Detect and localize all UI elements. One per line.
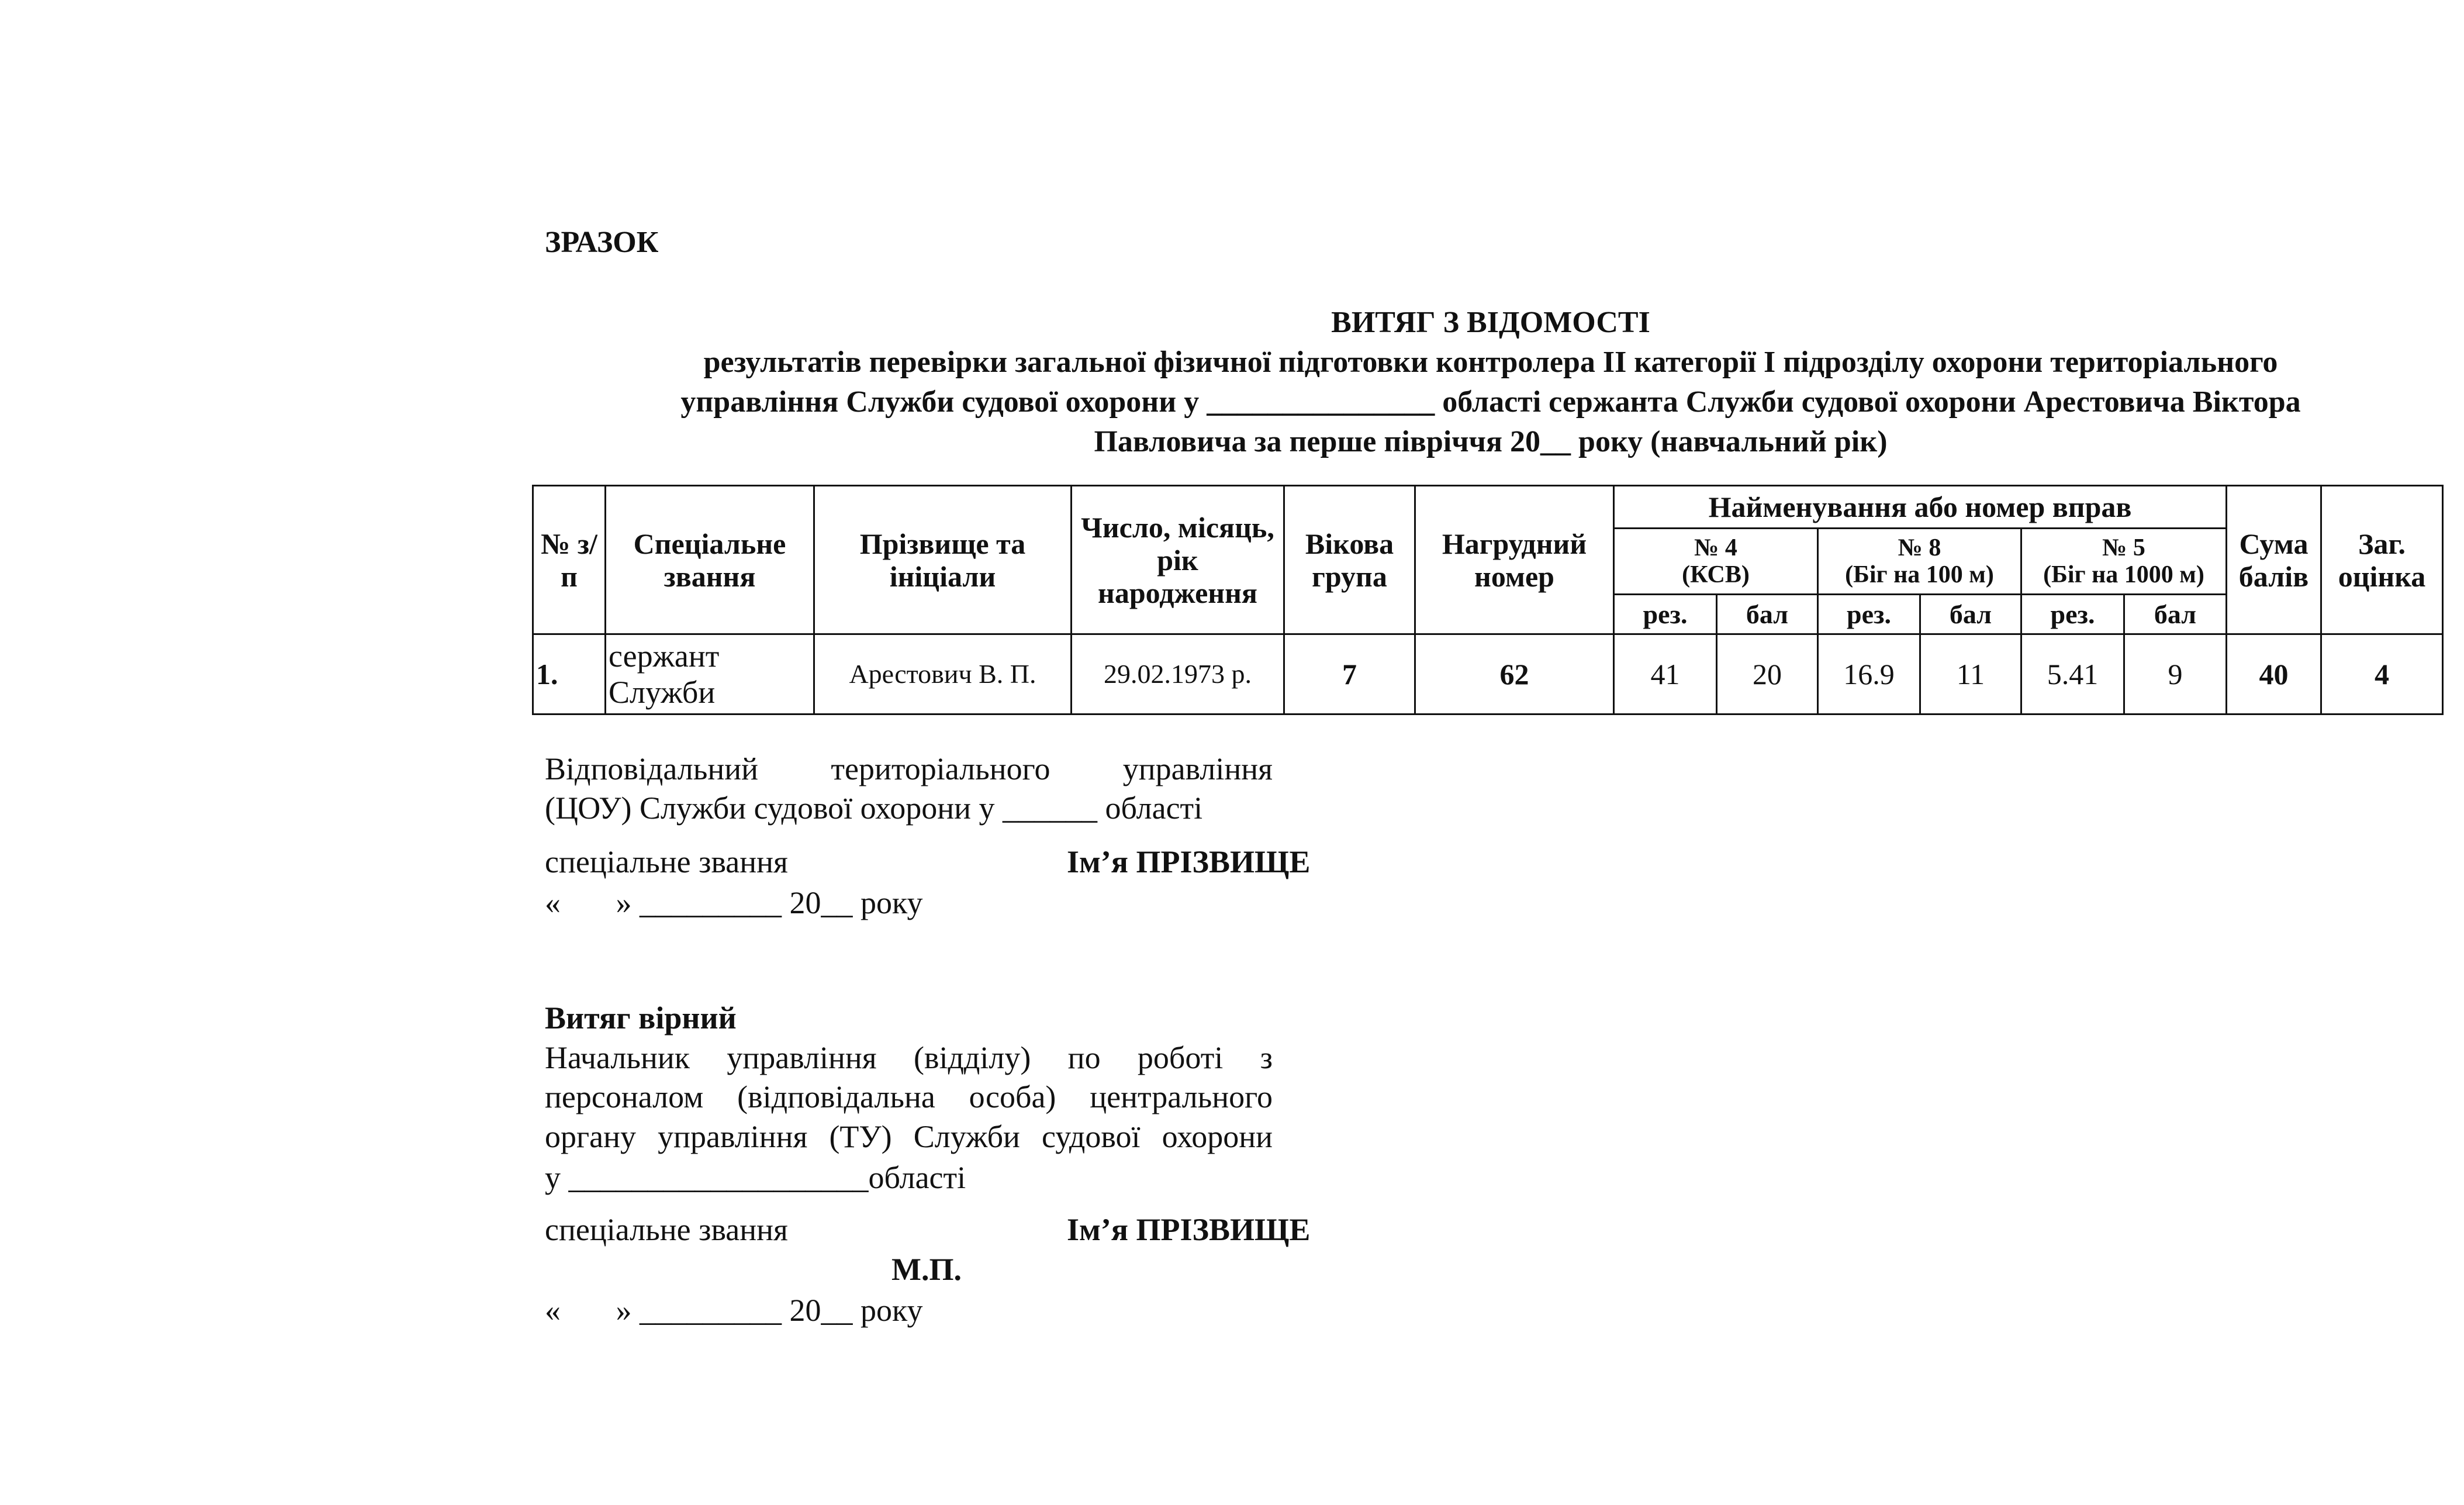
header-ex3-points: бал (2124, 595, 2227, 634)
cell-name: Арестович В. П. (814, 634, 1072, 714)
signature1-position-line-2: (ЦОУ) Служби судової охорони у ______ області (545, 791, 1203, 826)
signature1-rank: спеціальне звання (545, 844, 788, 879)
document-subtitle-line-3: Павловича за перше півріччя 20__ року (навчальний рік) (1094, 425, 1888, 458)
cell-age-group: 7 (1284, 634, 1415, 714)
header-exercise-1 (1614, 529, 1818, 595)
signature1-name: Ім’я ПРІЗВИЩЕ (1067, 844, 1311, 879)
header-ex2-points: бал (1920, 595, 2021, 634)
header-exercise-2 (1818, 529, 2021, 595)
cell-ex1-points: 20 (1717, 634, 1818, 714)
header-grade: Заг. оцінка (2321, 486, 2443, 634)
signature2-date: « » _________ 20__ року (545, 1293, 923, 1328)
cell-dob: 29.02.1973 р. (1072, 634, 1284, 714)
cell-rank: сержант Служби (606, 634, 814, 714)
cell-ex3-points: 9 (2124, 634, 2227, 714)
cell-total: 40 (2227, 634, 2321, 714)
header-exercise-3 (2021, 529, 2227, 595)
header-exercise-3-name: (Біг на 1000 м) (2043, 561, 2204, 588)
header-exercise-2-number: № 8 (1898, 534, 1941, 561)
cell-grade: 4 (2321, 634, 2443, 714)
header-total: Сума балів (2227, 486, 2321, 634)
header-ex3-result: рез. (2021, 595, 2124, 634)
header-rank: Спеціальне звання (606, 486, 814, 634)
document-title: ВИТЯГ З ВІДОМОСТІ (1331, 306, 1650, 339)
signature1-position-line-1: Відповідальний територіального управління (545, 751, 1273, 786)
signature2-line-3: органу управління (ТУ) Служби судової охорони (545, 1119, 1273, 1154)
signature2-name: Ім’я ПРІЗВИЩЕ (1067, 1212, 1311, 1247)
signature2-line-4: у ___________________області (545, 1160, 966, 1195)
signature2-heading: Витяг вірний (545, 1000, 737, 1035)
header-dob: Число, місяць, рік народження (1072, 486, 1284, 634)
header-ex2-result: рез. (1818, 595, 1920, 634)
signature2-line-1: Начальник управління (відділу) по роботі з (545, 1040, 1273, 1075)
signature1-date: « » _________ 20__ року (545, 885, 923, 920)
header-ex1-points: бал (1717, 595, 1818, 634)
cell-ex1-result: 41 (1614, 634, 1717, 714)
sample-label: ЗРАЗОК (545, 226, 659, 259)
header-exercise-1-number: № 4 (1694, 534, 1737, 561)
header-exercise-1-name: (КСВ) (1682, 561, 1750, 588)
header-exercises: Найменування або номер вправ (1614, 486, 2227, 529)
header-exercise-3-number: № 5 (2102, 534, 2145, 561)
document-subtitle-line-2: управління Служби судової охорони у _______________ області сержанта Служби судової охорони Арестовича Віктора (680, 385, 2301, 419)
header-exercise-2-name: (Біг на 100 м) (1845, 561, 1994, 588)
signature2-rank: спеціальне звання (545, 1212, 788, 1247)
seal-label: М.П. (891, 1252, 962, 1287)
header-badge: Нагрудний номер (1415, 486, 1614, 634)
cell-num: 1. (533, 634, 606, 714)
cell-ex2-result: 16.9 (1818, 634, 1920, 714)
header-ex1-result: рез. (1614, 595, 1717, 634)
cell-badge: 62 (1415, 634, 1614, 714)
document-subtitle-line-1: результатів перевірки загальної фізичної підготовки контролера ІІ категорії І підрозділу охорони територіального (703, 346, 2278, 379)
cell-ex2-points: 11 (1920, 634, 2021, 714)
results-table (532, 485, 2444, 715)
signature2-line-2: персоналом (відповідальна особа) центрального (545, 1079, 1273, 1114)
header-num: № з/п (533, 486, 606, 634)
header-name: Прізвище та ініціали (814, 486, 1072, 634)
cell-ex3-result: 5.41 (2021, 634, 2124, 714)
table-row (533, 634, 2443, 714)
header-age-group: Вікова група (1284, 486, 1415, 634)
